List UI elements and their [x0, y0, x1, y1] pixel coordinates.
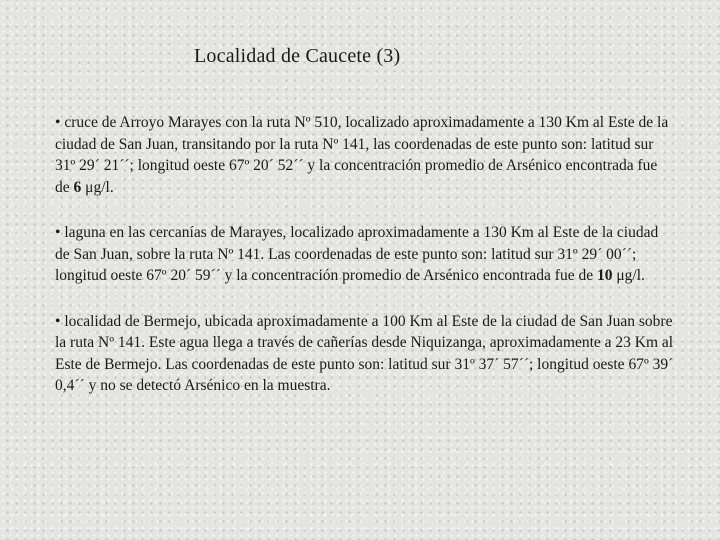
bullet-paragraph-bermejo	[55, 311, 675, 397]
bullet-marker: •	[55, 312, 61, 330]
bullet-marker: •	[55, 114, 61, 131]
arsenic-value: 10	[596, 267, 613, 284]
paragraph-text: cruce de Arroyo Marayes con la ruta Nº 510, localizado aproximadamente a 130 Km al Este de la ciudad de San Juan, transitando por la ruta Nº 141, las coordenadas de este punto son: latitud sur 31º 29´ 21´´; longitud oeste 67º 20´ 52´´ y la concentración promedio de Arsénico encontrada fue de	[55, 114, 669, 196]
paragraph-text: localidad de Bermejo, ubicada aproximadamente a 100 Km al Este de la ciudad de San Juan sobre la ruta Nº 141. Este agua llega a través de cañerías desde Niquizanga, aproximadamente a 23 Km al Este de Bermejo. Las coordenadas de este punto son: latitud sur 31º 37´ 57´´; longitud oeste 67º 39´ 0,4´´ y no se detectó Arsénico en la muestra.	[55, 312, 674, 394]
slide-body	[55, 112, 675, 421]
slide-title: Localidad de Caucete (3)	[194, 45, 401, 67]
arsenic-value: 6	[73, 178, 82, 196]
arsenic-unit: μg/l.	[85, 178, 114, 196]
arsenic-unit: μg/l.	[616, 267, 645, 284]
bullet-paragraph-arroyo-marayes	[55, 112, 675, 198]
paragraph-text: laguna en las cercanías de Marayes, localizado aproximadamente a 130 Km al Este de la ciudad de San Juan, sobre la ruta Nº 141. Las coordenadas de este punto son: latitud sur 31º 29´ 00´´; longitud oeste 67º 20´ 59´´ y la concentración promedio de Arsénico encontrada fue de	[55, 224, 659, 284]
bullet-paragraph-laguna-marayes	[55, 222, 675, 287]
bullet-marker: •	[55, 224, 61, 241]
